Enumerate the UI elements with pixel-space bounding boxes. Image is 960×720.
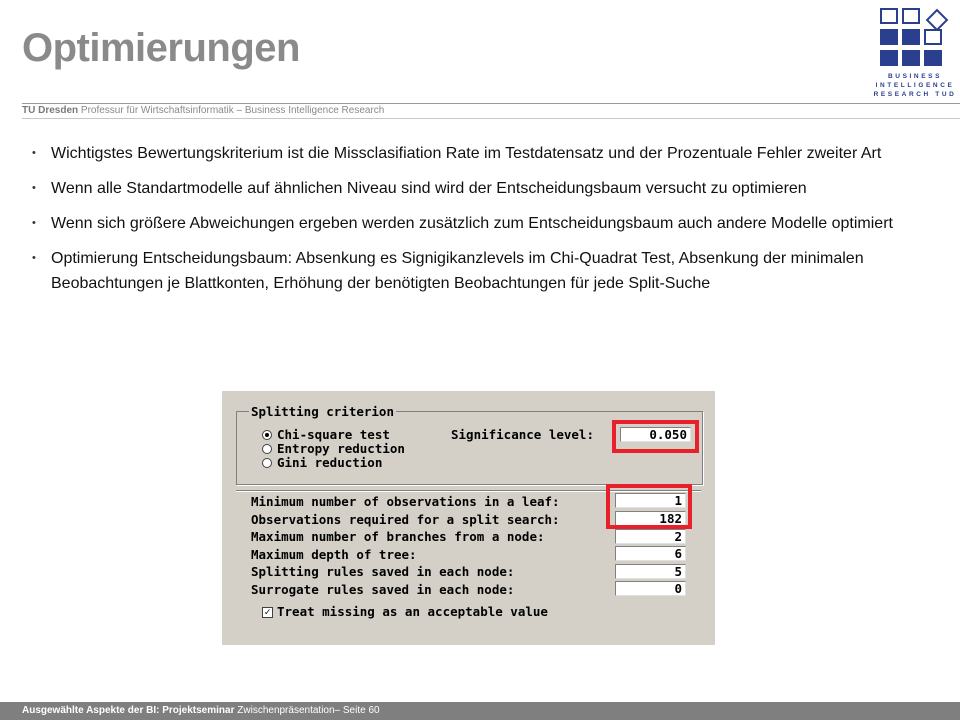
- splitting-criterion-title: Splitting criterion: [251, 404, 394, 419]
- max-branches-label: Maximum number of branches from a node:: [251, 529, 545, 544]
- max-depth-input[interactable]: 6: [615, 546, 686, 561]
- tree-settings-dialog: [222, 391, 715, 645]
- bullet-dot-icon: •: [32, 252, 36, 264]
- splitting-rules-input[interactable]: 5: [615, 564, 686, 579]
- min-obs-leaf-label: Minimum number of observations in a leaf:: [251, 494, 560, 509]
- header-subtitle: [22, 105, 384, 116]
- gini-radio[interactable]: [262, 458, 272, 468]
- chi-square-radio[interactable]: [262, 430, 272, 440]
- bi-research-logo: [870, 8, 960, 103]
- bullet-item: [30, 176, 940, 201]
- slide-title: Optimierungen: [22, 26, 300, 70]
- significance-highlight-box: [612, 420, 699, 453]
- header-divider: [22, 103, 960, 104]
- max-depth-label: Maximum depth of tree:: [251, 547, 417, 562]
- treat-missing-checkbox[interactable]: ✓: [262, 607, 273, 618]
- splitting-rules-label: Splitting rules saved in each node:: [251, 564, 515, 579]
- significance-level-label: Significance level:: [451, 427, 594, 442]
- treat-missing-label: Treat missing as an acceptable value: [277, 604, 548, 619]
- bullet-text: Optimierung Entscheidungsbaum: Absenkung es Signigikanzlevels im Chi-Quadrat Test, Absenkung der minimalen Beobachtungen je Blattkonten, Erhöhung der benötigten Beobachtungen für jede Split-Suche: [51, 250, 864, 292]
- observations-highlight-box: [606, 484, 692, 529]
- significance-level-input[interactable]: 0.050: [620, 427, 691, 442]
- bullet-item: [30, 211, 940, 236]
- bullet-text: Wenn sich größere Abweichungen ergeben werden zusätzlich zum Entscheidungsbaum auch andere Modelle optimiert: [51, 215, 893, 232]
- gini-label: Gini reduction: [277, 455, 383, 470]
- bullet-dot-icon: •: [32, 147, 36, 159]
- entropy-radio[interactable]: [262, 444, 272, 454]
- entropy-label: Entropy reduction: [277, 441, 405, 456]
- footer-course: Ausgewählte Aspekte der BI: Projektseminar: [22, 705, 235, 716]
- footer-page: Zwischenpräsentation– Seite 60: [234, 705, 380, 716]
- bullet-item: [30, 246, 940, 296]
- split-search-obs-label: Observations required for a split search:: [251, 512, 560, 527]
- min-obs-leaf-input[interactable]: 1: [615, 493, 686, 508]
- bullet-dot-icon: •: [32, 217, 36, 229]
- slide-footer: [0, 702, 960, 720]
- surrogate-rules-label: Surrogate rules saved in each node:: [251, 582, 515, 597]
- split-search-obs-input[interactable]: 182: [615, 511, 686, 526]
- logo-text: BUSINESS INTELLIGENCE RESEARCH TUD: [873, 73, 957, 98]
- bullet-dot-icon: •: [32, 182, 36, 194]
- subtitle-chair: Professur für Wirtschaftsinformatik – Business Intelligence Research: [78, 105, 385, 116]
- surrogate-rules-input[interactable]: 0: [615, 581, 686, 596]
- subtitle-university: TU Dresden: [22, 105, 79, 116]
- max-branches-input[interactable]: 2: [615, 529, 686, 544]
- bullet-list: [30, 141, 940, 306]
- bullet-text: Wichtigstes Bewertungskriterium ist die Missclasifiation Rate im Testdatensatz und der Prozentuale Fehler zweiter Art: [51, 145, 882, 162]
- bullet-item: [30, 141, 940, 166]
- chi-square-label: Chi-square test: [277, 427, 390, 442]
- bullet-text: Wenn alle Standartmodelle auf ähnlichen Niveau sind wird der Entscheidungsbaum versucht zu optimieren: [51, 180, 807, 197]
- header-divider-lower: [22, 118, 960, 119]
